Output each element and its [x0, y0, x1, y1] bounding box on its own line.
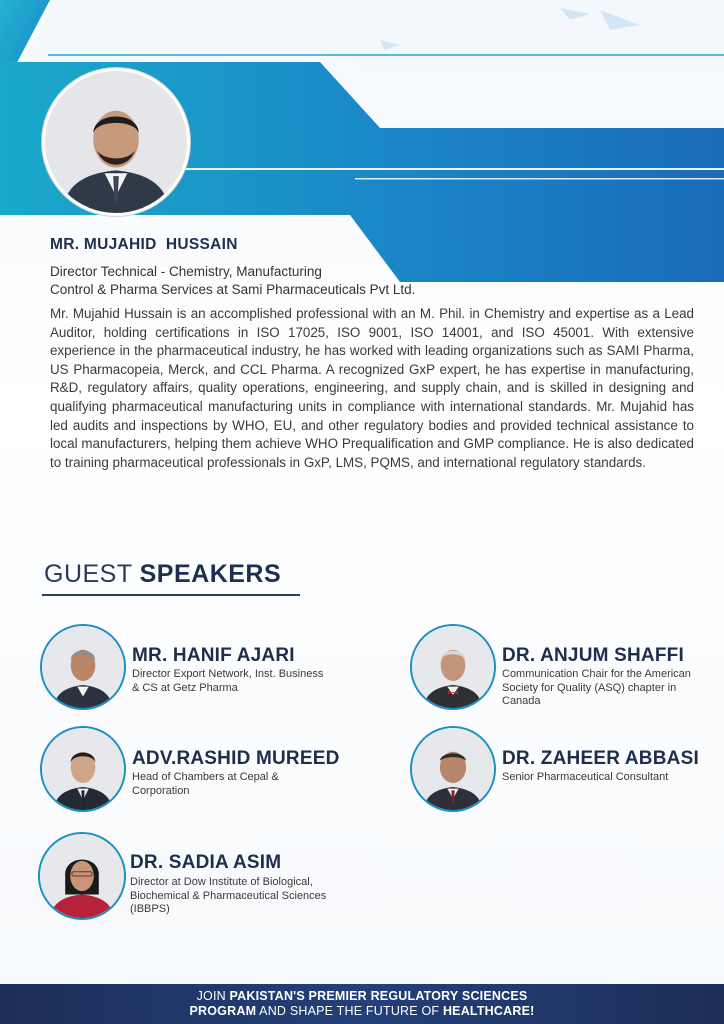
speaker-role-line: (IBBPS) [130, 903, 170, 916]
speaker-role [130, 876, 354, 917]
speaker-card [38, 832, 368, 927]
footer-line-1 [0, 989, 724, 1004]
main-speaker-title-line: Control & Pharma Services at Sami Pharmaceuticals Pvt Ltd. [50, 281, 416, 297]
main-speaker-name: MR. MUJAHID HUSSAIN [50, 236, 238, 253]
speaker-role [132, 668, 352, 695]
speaker-role [132, 771, 328, 798]
speaker-avatar [40, 624, 126, 710]
speaker-card [40, 624, 360, 714]
main-speaker-bio: Mr. Mujahid Hussain is an accomplished professional with an M. Phil. in Chemistry and expertise as a Lead Auditor, holding certifications in ISO 17025, ISO 9001, ISO 14001, and ISO 45001. With extensive experience in the pharmaceutical industry, he has worked with leading organizations such as SAMI Pharma, US Pharmacopeia, Merck, and CCL Pharma. A recognized GxP expert, he has expertise in manufacturing, R&D, regulatory affairs, quality operations, engineering, and supply chain, and is skilled in designing and qualifying pharmaceutical manufacturing units in compliance with international standards. Mr. Mujahid has led audits and inspections by WHO, EU, and other regulatory bodies and provided technical assistance to local manufacturers, helping them achieve WHO Prequalification and GMP compliance. He is also dedicated to training pharmaceutical professionals in GxP, LMS, PQMS, and international regulatory standards. [50, 306, 694, 470]
footer-text-bold: PAKISTAN'S PREMIER REGULATORY SCIENCES [229, 989, 528, 1003]
footer-text: AND SHAPE THE FUTURE OF [256, 1004, 443, 1018]
speaker-name: ADV.RASHID MUREED [132, 748, 340, 769]
heading-bold-part: SPEAKERS [139, 560, 282, 588]
speaker-name: DR. SADIA ASIM [130, 852, 282, 873]
speaker-role-line: Canada [502, 695, 541, 708]
speaker-role [502, 668, 713, 709]
speaker-card [410, 726, 720, 816]
main-speaker-title-line: Director Technical - Chemistry, Manufacturing [50, 264, 322, 279]
footer-banner [0, 984, 724, 1024]
speaker-role-line: Head of Chambers at Cepal & [132, 771, 279, 783]
main-speaker-photo [42, 68, 190, 216]
speaker-name: DR. ANJUM SHAFFI [502, 645, 684, 666]
speaker-role-line: Communication Chair for the American [502, 668, 691, 680]
speaker-name: DR. ZAHEER ABBASI [502, 748, 699, 769]
heading-underline [42, 594, 300, 596]
speaker-card [40, 726, 360, 816]
speaker-role-line: Senior Pharmaceutical Consultant [502, 771, 669, 783]
guest-speakers-heading [44, 560, 281, 589]
footer-text: JOIN [196, 989, 230, 1003]
speaker-role-line: & CS at Getz Pharma [132, 681, 238, 694]
speaker-avatar [410, 624, 496, 710]
speaker-role-line: Director Export Network, Inst. Business [132, 668, 324, 680]
speaker-role-line: Biochemical & Pharmaceutical Sciences [130, 889, 327, 902]
speaker-avatar [38, 832, 126, 920]
speaker-name: MR. HANIF AJARI [132, 645, 295, 666]
speaker-role [502, 771, 712, 785]
speaker-avatar [410, 726, 496, 812]
speaker-avatar [40, 726, 126, 812]
main-speaker-title [50, 263, 510, 298]
speaker-role-line: Corporation [132, 784, 190, 797]
footer-text-bold: PROGRAM [189, 1004, 257, 1018]
speaker-role-line: Society for Quality (ASQ) chapter in [502, 681, 677, 694]
footer-text-bold: HEALTHCARE! [442, 1004, 535, 1018]
heading-light-part: GUEST [44, 560, 140, 588]
speaker-card [410, 624, 720, 714]
footer-line-2 [0, 1004, 724, 1019]
speaker-role-line: Director at Dow Institute of Biological, [130, 876, 313, 888]
